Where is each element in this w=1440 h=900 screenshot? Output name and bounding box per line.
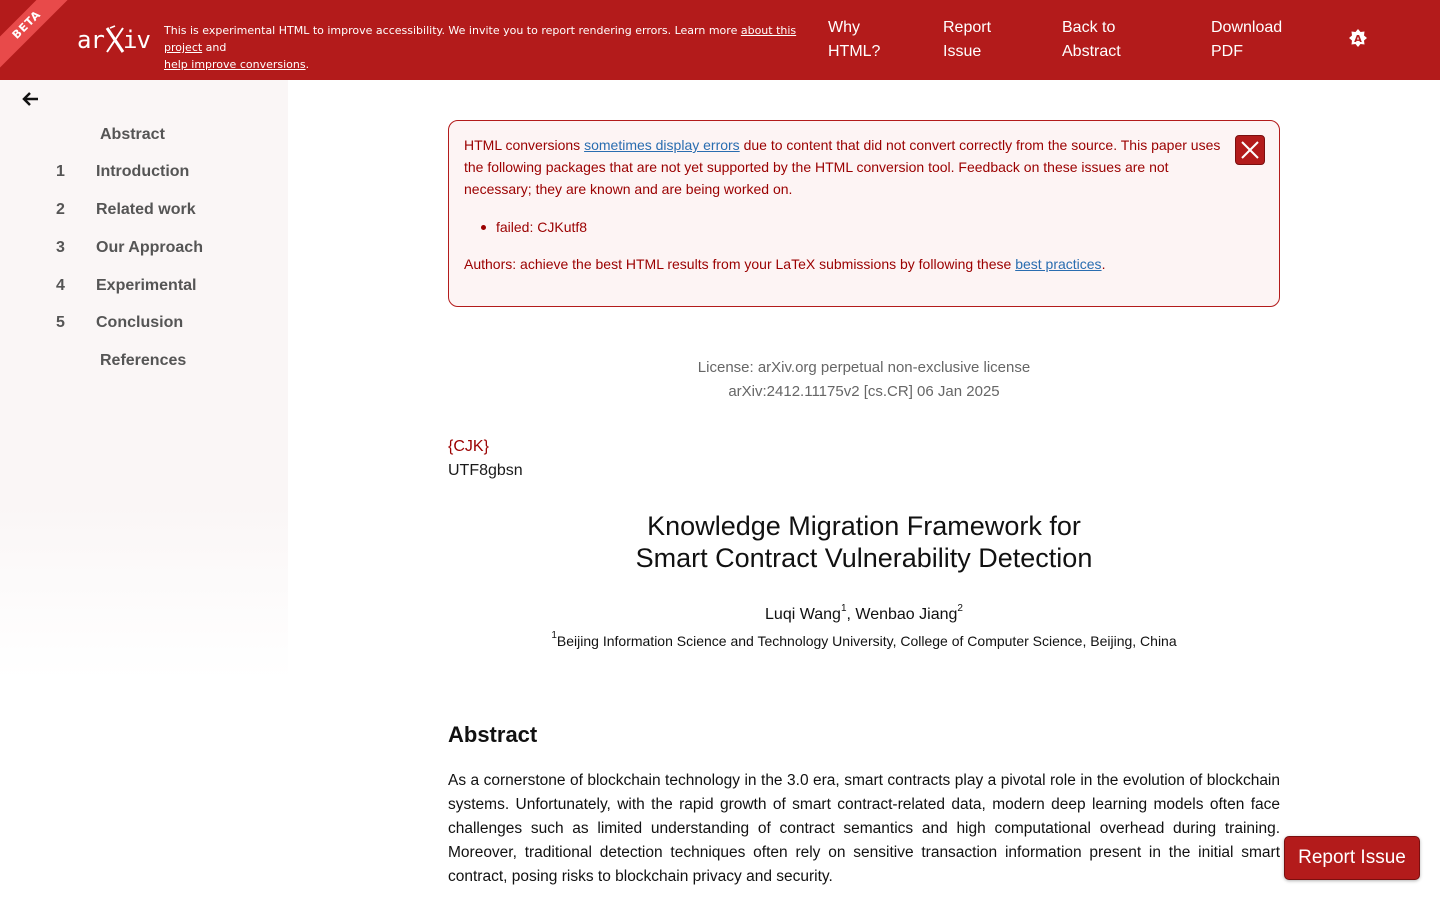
toc-item-related-work[interactable]	[0, 198, 288, 224]
paper-affiliation	[448, 630, 1280, 649]
alert-text: HTML conversions	[464, 137, 585, 153]
toc-label: Abstract	[100, 126, 165, 143]
svg-text:A: A	[1354, 34, 1362, 45]
arxiv-logo-icon	[77, 22, 153, 58]
toc-item-conclusion[interactable]	[0, 311, 288, 337]
paper-title	[448, 510, 1280, 574]
notice-text-prefix: This is experimental HTML to improve accessibility. We invite you to report rendering errors. Learn more	[164, 24, 741, 37]
nav-back-to-abstract-line1: Back to	[1062, 19, 1116, 36]
about-project-link[interactable]: about this project	[164, 24, 797, 54]
notice-text-mid: and	[202, 41, 227, 54]
toc-item-our-approach[interactable]	[0, 236, 288, 262]
paper-title-line2: Smart Contract Vulnerability Detection	[635, 543, 1093, 573]
top-header	[0, 0, 1440, 80]
cjk-argument: UTF8gbsn	[448, 462, 523, 479]
toc-item-abstract[interactable]	[0, 123, 288, 149]
help-improve-link[interactable]: help improve conversions	[164, 58, 306, 71]
brightness-icon	[1348, 28, 1368, 48]
toc-number: 4	[56, 277, 65, 294]
paper-authors	[448, 603, 1280, 624]
license-text: License: arXiv.org perpetual non-exclusive license	[697, 359, 1031, 376]
author-separator: ,	[846, 606, 856, 623]
toc-label: References	[100, 352, 187, 369]
display-errors-link[interactable]: sometimes display errors	[584, 137, 740, 153]
nav-report-issue-line1: Report	[943, 19, 992, 36]
paper-title-line1: Knowledge Migration Framework for	[647, 511, 1081, 541]
toc-item-references[interactable]	[0, 349, 288, 375]
author-superscript: 1	[840, 603, 847, 614]
toc-number: 5	[56, 314, 65, 331]
affiliation-text: Beijing Information Science and Technology University, College of Computer Science, Beijing, China	[556, 633, 1177, 649]
abstract-heading: Abstract	[448, 722, 538, 747]
nav-report-issue-line2: Issue	[943, 43, 982, 60]
toc-item-introduction[interactable]	[0, 160, 288, 186]
toc-number: 2	[56, 201, 65, 218]
abstract-text: As a cornerstone of blockchain technology in the 3.0 era, smart contracts play a pivotal role in the evolution of blockchain systems. Unfortunately, with the rapid growth of smart contract-related data, modern deep learning models often face challenges such as limited understanding of contract semantics and high computational overhead during training. Moreover, traditional detection techniques often rely on sensitive transaction information present in the initial smart contract, posing risks to blockchain privacy and security.	[448, 772, 1280, 885]
toc-label: Related work	[96, 201, 196, 218]
theme-toggle-button[interactable]	[1348, 28, 1368, 48]
svg-text:ar: ar	[77, 26, 104, 54]
close-alert-button[interactable]	[1235, 135, 1265, 165]
arxiv-logo[interactable]	[77, 22, 153, 58]
nav-report-issue[interactable]	[943, 16, 991, 64]
toc-item-experimental[interactable]	[0, 274, 288, 300]
failed-package-item: failed: CJKutf8	[496, 219, 588, 235]
nav-back-to-abstract[interactable]	[1062, 16, 1121, 64]
toc-number: 1	[56, 163, 65, 180]
conversion-warning-alert	[448, 120, 1280, 307]
affiliation-superscript: 1	[551, 630, 557, 641]
toc-label: Our Approach	[96, 239, 203, 256]
nav-why-html[interactable]	[828, 16, 880, 64]
nav-why-html-line2: HTML?	[828, 43, 881, 60]
nav-why-html-line1: Why	[828, 19, 860, 36]
toc-label: Introduction	[96, 163, 190, 180]
notice-text-suffix: .	[305, 58, 310, 71]
floating-report-issue-button[interactable]: Report Issue	[1284, 836, 1420, 880]
toc-label: Experimental	[96, 277, 197, 294]
arxiv-identifier: arXiv:2412.11175v2 [cs.CR] 06 Jan 2025	[728, 383, 1000, 400]
close-icon	[1240, 140, 1260, 160]
cjk-environment: {CJK}	[448, 438, 489, 455]
toc-label: Conclusion	[96, 314, 184, 331]
nav-download-pdf-line1: Download	[1211, 19, 1283, 36]
svg-text:iv: iv	[123, 26, 150, 54]
nav-download-pdf[interactable]	[1211, 16, 1282, 64]
author-name: Luqi Wang	[765, 606, 841, 623]
author-superscript: 2	[957, 603, 963, 614]
toc-number: 3	[56, 239, 65, 256]
alert-text: due to content that did not convert correctly from the source. This paper uses the following packages that are not yet supported by the HTML conversion tool. Feedback on these issues are not necessary; they are known and are being worked on.	[464, 137, 1221, 197]
alert-text: Authors: achieve the best HTML results from your LaTeX submissions by following these	[464, 256, 1016, 272]
toc-sidebar-fade	[0, 500, 288, 680]
nav-download-pdf-line2: PDF	[1211, 43, 1243, 60]
arrow-left-icon	[20, 89, 42, 109]
beta-ribbon: BETA	[0, 0, 74, 72]
experimental-notice	[164, 22, 809, 73]
collapse-toc-button[interactable]	[20, 89, 42, 109]
best-practices-link[interactable]: best practices	[1015, 256, 1102, 272]
author-name: Wenbao Jiang	[855, 606, 958, 623]
nav-back-to-abstract-line2: Abstract	[1062, 43, 1121, 60]
alert-paragraph	[464, 254, 1105, 274]
alert-paragraph	[464, 134, 1224, 200]
alert-text: .	[1101, 256, 1106, 272]
